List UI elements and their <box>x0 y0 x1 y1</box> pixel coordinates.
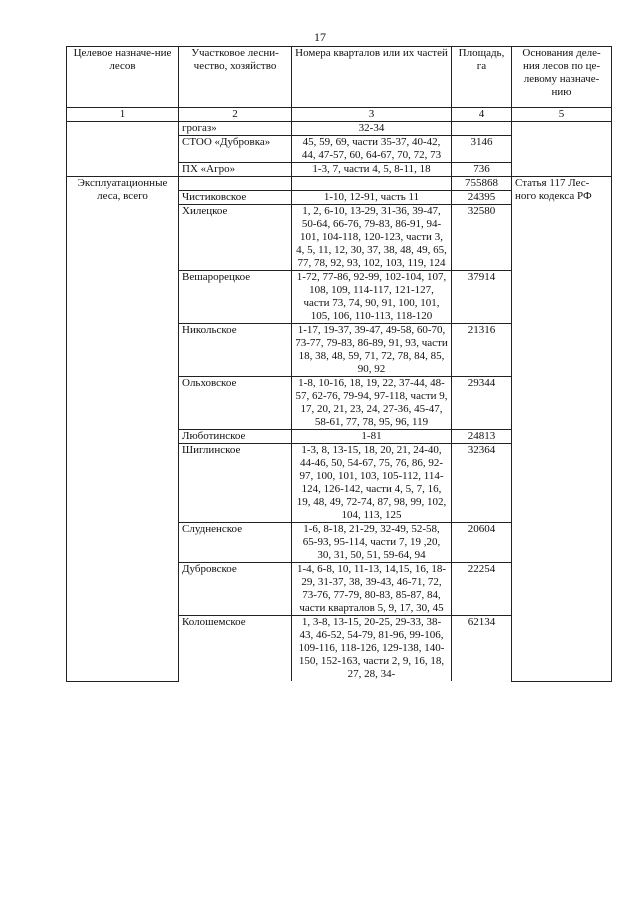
quarters-cell: 1-6, 8-18, 21-29, 32-49, 52-58, 65-93, 95-114, части 7, 19 ,20, 30, 31, 50, 51, 59-64, 94 <box>292 523 452 563</box>
exploitation-total-row <box>67 177 612 191</box>
area-cell: 24395 <box>452 191 512 205</box>
quarters-cell: 1-4, 6-8, 10, 11-13, 14,15, 16, 18-29, 31-37, 38, 39-43, 46-71, 72, 73-76, 77-79, 80-83, 85-87, 84, части кварталов 5, 9, 17, 30, 45 <box>292 563 452 616</box>
header-purpose: Целевое назначе-ние лесов <box>67 47 179 108</box>
header-quarters: Номера кварталов или их частей <box>292 47 452 108</box>
forestry-cell: Никольское <box>179 324 292 377</box>
forestry-cell: Дубровское <box>179 563 292 616</box>
area-cell: 736 <box>452 163 512 177</box>
forestry-cell: Ольховское <box>179 377 292 430</box>
forestry-cell-empty <box>179 177 292 191</box>
quarters-cell: 1-3, 7, части 4, 5, 8-11, 18 <box>292 163 452 177</box>
basis-cell: Статья 117 Лес-ного кодекса РФ <box>512 177 612 682</box>
area-cell: 20604 <box>452 523 512 563</box>
area-cell: 32580 <box>452 205 512 271</box>
quarters-cell: 1-81 <box>292 430 452 444</box>
area-cell <box>452 122 512 136</box>
forestry-cell: ПХ «Агро» <box>179 163 292 177</box>
header-forestry: Участковое лесни-чество, хозяйство <box>179 47 292 108</box>
column-number-row <box>67 108 612 122</box>
column-number: 4 <box>452 108 512 122</box>
total-area-cell: 755868 <box>452 177 512 191</box>
header-area: Площадь, га <box>452 47 512 108</box>
column-number: 3 <box>292 108 452 122</box>
purpose-cell-empty <box>67 122 179 177</box>
quarters-cell: 1, 2, 6-10, 13-29, 31-36, 39-47, 50-64, 66-76, 79-83, 86-91, 94-101, 104-118, 120-123, части 3, 4, 5, 11, 12, 30, 37, 38, 48, 49, 65, 77, 78, 92, 93, 102, 103, 119, 124 <box>292 205 452 271</box>
quarters-cell: 1-8, 10-16, 18, 19, 22, 37-44, 48-57, 62-76, 79-94, 97-118, части 9, 17, 20, 21, 23, 24, 27-36, 45-47, 58-61, 77, 78, 95, 96, 119 <box>292 377 452 430</box>
area-cell: 37914 <box>452 271 512 324</box>
column-number: 5 <box>512 108 612 122</box>
forestry-cell: Вешарорецкое <box>179 271 292 324</box>
quarters-cell: 1, 3-8, 13-15, 20-25, 29-33, 38-43, 46-52, 54-79, 81-96, 99-106, 109-116, 118-126, 129-138, 140-150, 152-163, части 2, 9, 16, 18, 27, 28, 34- <box>292 616 452 682</box>
quarters-cell: 45, 59, 69, части 35-37, 40-42, 44, 47-57, 60, 64-67, 70, 72, 73 <box>292 136 452 163</box>
forest-purpose-table <box>66 46 612 682</box>
table-row <box>67 122 612 136</box>
page-number: 17 <box>314 30 326 44</box>
forestry-cell: Слудненское <box>179 523 292 563</box>
table-header-row <box>67 47 612 108</box>
area-cell: 29344 <box>452 377 512 430</box>
column-number: 1 <box>67 108 179 122</box>
area-cell: 22254 <box>452 563 512 616</box>
purpose-exploitation: Эксплуатационные леса, всего <box>67 177 179 682</box>
quarters-cell: 1-72, 77-86, 92-99, 102-104, 107, 108, 109, 114-117, 121-127, части 73, 74, 90, 91, 100, 101, 105, 106, 110-113, 118-120 <box>292 271 452 324</box>
area-cell: 21316 <box>452 324 512 377</box>
area-cell: 32364 <box>452 444 512 523</box>
quarters-cell-empty <box>292 177 452 191</box>
quarters-cell: 1-17, 19-37, 39-47, 49-58, 60-70, 73-77, 79-83, 86-89, 91, 93, части 18, 38, 48, 59, 71, 72, 78, 84, 85, 90, 92 <box>292 324 452 377</box>
area-cell: 3146 <box>452 136 512 163</box>
quarters-cell: 1-10, 12-91, часть 11 <box>292 191 452 205</box>
forestry-cell: Колошемское <box>179 616 292 682</box>
area-cell: 62134 <box>452 616 512 682</box>
forestry-cell: Шиглинское <box>179 444 292 523</box>
forestry-cell: грогаз» <box>179 122 292 136</box>
column-number: 2 <box>179 108 292 122</box>
basis-cell-empty <box>512 122 612 177</box>
quarters-cell: 1-3, 8, 13-15, 18, 20, 21, 24-40, 44-46, 50, 54-67, 75, 76, 86, 92-97, 100, 101, 103, 105-112, 114-124, 126-142, части 4, 5, 7, 16, 19, 48, 49, 72-74, 87, 98, 99, 102, 104, 113, 125 <box>292 444 452 523</box>
header-basis: Основания деле-ния лесов по це-левому назначе-нию <box>512 47 612 108</box>
forestry-cell: Чистиковское <box>179 191 292 205</box>
quarters-cell: 32-34 <box>292 122 452 136</box>
forestry-cell: Хилецкое <box>179 205 292 271</box>
forestry-cell: Люботинское <box>179 430 292 444</box>
area-cell: 24813 <box>452 430 512 444</box>
forestry-cell: СТОО «Дубровка» <box>179 136 292 163</box>
